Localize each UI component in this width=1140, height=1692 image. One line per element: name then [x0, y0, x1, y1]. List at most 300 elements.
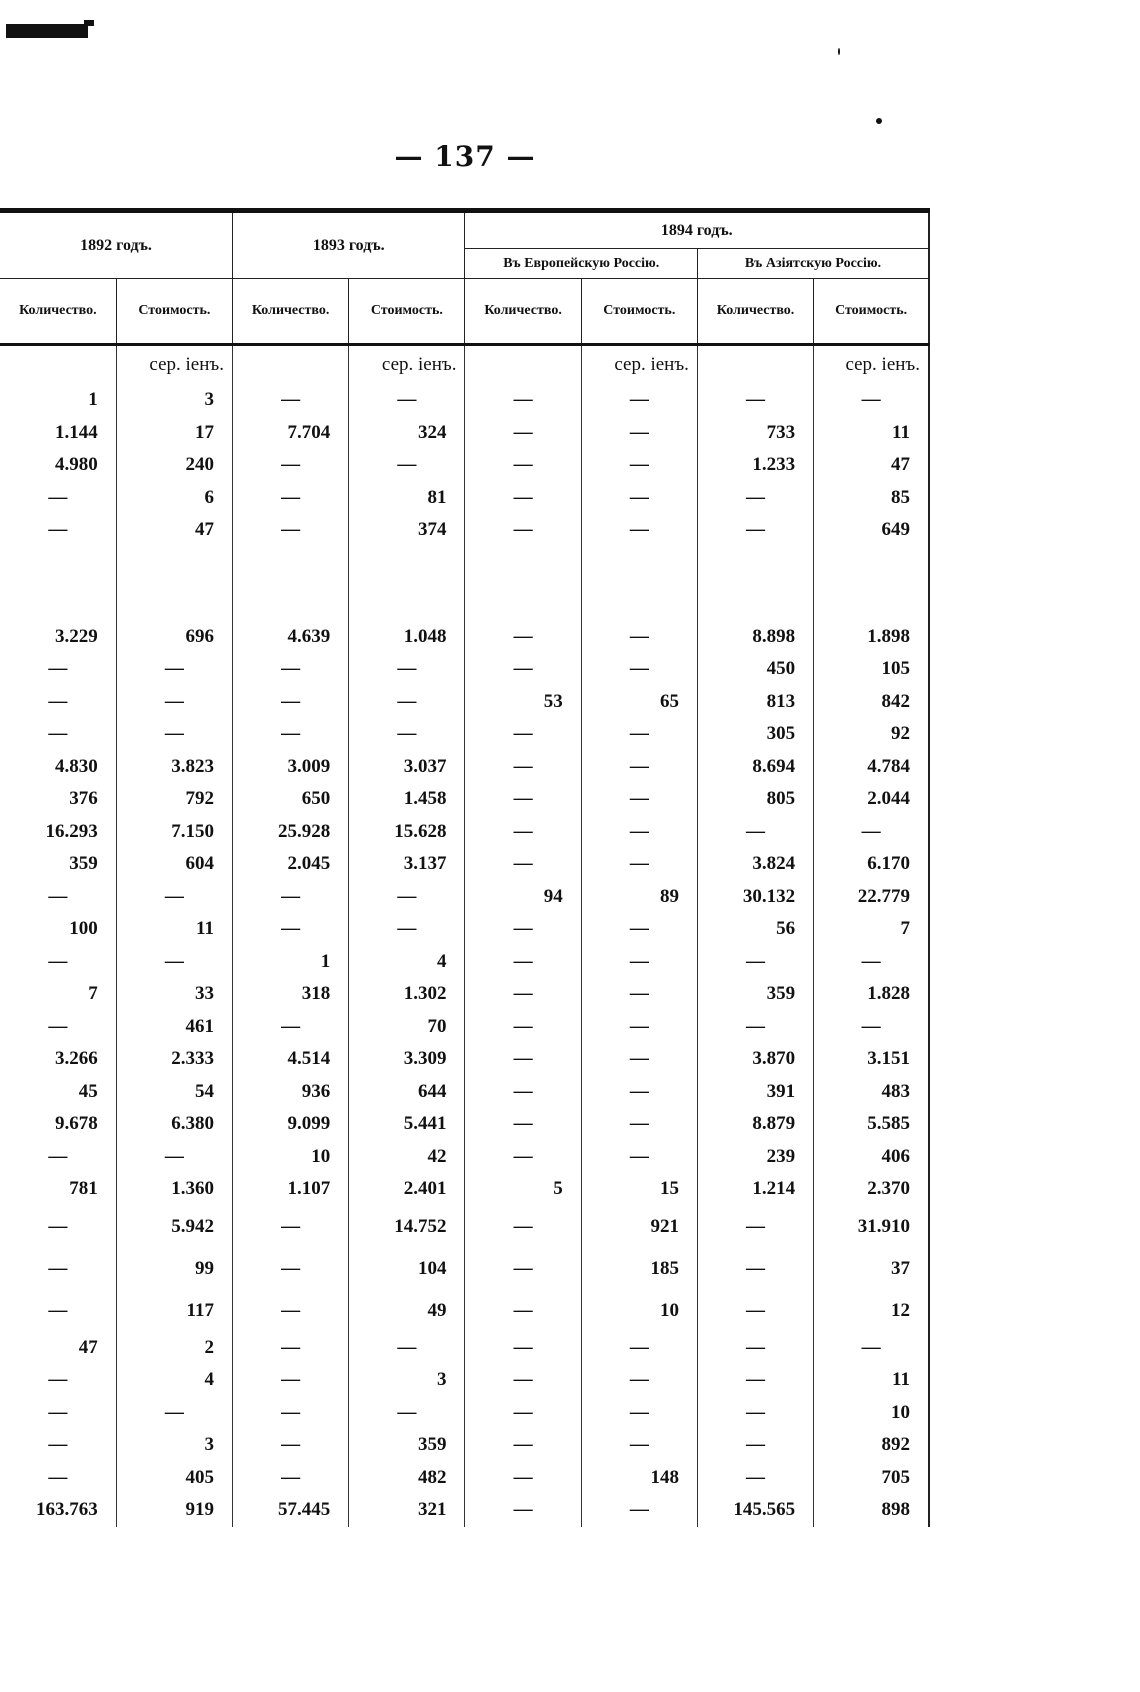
table-cell: —	[232, 1462, 348, 1495]
table-cell: —	[349, 1397, 465, 1430]
table-cell: —	[581, 946, 697, 979]
table-row	[0, 1248, 929, 1290]
table-row	[0, 1141, 929, 1174]
table-row	[0, 514, 929, 547]
table-cell: 936	[232, 1076, 348, 1109]
unit-cell	[0, 345, 116, 385]
table-cell: —	[814, 816, 929, 849]
unit-cell: сер. іенъ.	[581, 345, 697, 385]
table-cell: —	[465, 1332, 581, 1365]
table-cell: —	[465, 1108, 581, 1141]
table-row	[0, 449, 929, 482]
table-row	[0, 913, 929, 946]
table-cell: 898	[814, 1494, 929, 1527]
table-cell: —	[232, 1429, 348, 1462]
table-cell: 391	[697, 1076, 813, 1109]
table-cell: —	[465, 384, 581, 417]
table-cell: 9.099	[232, 1108, 348, 1141]
table-cell: 733	[697, 417, 813, 450]
table-cell: —	[581, 1043, 697, 1076]
table-cell: —	[465, 1011, 581, 1044]
table-cell: 7	[814, 913, 929, 946]
table-cell: —	[232, 653, 348, 686]
table-cell: —	[232, 514, 348, 547]
table-cell: 12	[814, 1290, 929, 1332]
table-cell: 10	[232, 1141, 348, 1174]
table-cell: —	[465, 978, 581, 1011]
table-cell	[581, 547, 697, 621]
table-cell: 10	[814, 1397, 929, 1430]
year-1893-header: 1893 годъ.	[232, 211, 464, 279]
table-cell: 359	[0, 848, 116, 881]
table-cell: —	[697, 1332, 813, 1365]
table-cell: —	[581, 1397, 697, 1430]
table-cell: —	[581, 1141, 697, 1174]
table-cell: 47	[814, 449, 929, 482]
table-row	[0, 783, 929, 816]
table-cell: —	[0, 1206, 116, 1248]
table-cell: —	[581, 1429, 697, 1462]
table-cell: 4.514	[232, 1043, 348, 1076]
table-cell: —	[465, 783, 581, 816]
table-cell: —	[116, 718, 232, 751]
table-cell: 56	[697, 913, 813, 946]
table-cell: 2.370	[814, 1173, 929, 1206]
table-cell: 42	[349, 1141, 465, 1174]
unit-cell: сер. іенъ.	[814, 345, 929, 385]
table-cell: 604	[116, 848, 232, 881]
table-cell: —	[465, 1043, 581, 1076]
table-cell: —	[0, 1248, 116, 1290]
table-cell: —	[581, 816, 697, 849]
table-cell: 99	[116, 1248, 232, 1290]
table-cell: —	[0, 482, 116, 515]
table-cell: —	[349, 718, 465, 751]
table-cell: 16.293	[0, 816, 116, 849]
table-cell: —	[697, 1462, 813, 1495]
table-cell: —	[465, 913, 581, 946]
table-cell: —	[232, 449, 348, 482]
table-cell: —	[465, 449, 581, 482]
table-cell: 921	[581, 1206, 697, 1248]
table-cell: 6.170	[814, 848, 929, 881]
table-cell: 85	[814, 482, 929, 515]
table-cell: 89	[581, 881, 697, 914]
table-cell: —	[465, 1494, 581, 1527]
table-cell: —	[0, 718, 116, 751]
table-cell: —	[116, 1141, 232, 1174]
table-cell	[0, 547, 116, 621]
table-cell: 374	[349, 514, 465, 547]
table-cell: 10	[581, 1290, 697, 1332]
table-cell: —	[232, 718, 348, 751]
unit-cell: сер. іенъ.	[116, 345, 232, 385]
table-cell: 359	[697, 978, 813, 1011]
table-cell: —	[465, 1364, 581, 1397]
table-cell: 14.752	[349, 1206, 465, 1248]
table-body	[0, 345, 929, 1527]
table-cell: —	[0, 1141, 116, 1174]
unit-cell	[232, 345, 348, 385]
table-cell: —	[697, 384, 813, 417]
table-cell: 7.150	[116, 816, 232, 849]
table-cell	[697, 547, 813, 621]
table-cell: —	[0, 1290, 116, 1332]
table-row	[0, 1076, 929, 1109]
table-row	[0, 686, 929, 719]
table-cell: 7	[0, 978, 116, 1011]
table-cell: 117	[116, 1290, 232, 1332]
table-cell: 318	[232, 978, 348, 1011]
table-cell: 92	[814, 718, 929, 751]
table-cell: —	[465, 751, 581, 784]
table-cell: —	[581, 913, 697, 946]
table-row	[0, 482, 929, 515]
table-cell: 2.401	[349, 1173, 465, 1206]
table-row	[0, 881, 929, 914]
table-row	[0, 1108, 929, 1141]
table-cell: 644	[349, 1076, 465, 1109]
table-cell: 813	[697, 686, 813, 719]
table-cell: 5.585	[814, 1108, 929, 1141]
table-cell: 65	[581, 686, 697, 719]
value-header: Стоимость.	[581, 279, 697, 345]
table-cell: —	[0, 1364, 116, 1397]
table-cell: 4.830	[0, 751, 116, 784]
units-row	[0, 345, 929, 385]
table-cell: —	[814, 1011, 929, 1044]
table-row	[0, 1290, 929, 1332]
table-cell: 3	[116, 1429, 232, 1462]
table-cell: 100	[0, 913, 116, 946]
table-cell: 7.704	[232, 417, 348, 450]
table-cell: 406	[814, 1141, 929, 1174]
table-cell: —	[0, 1462, 116, 1495]
table-cell: —	[0, 1397, 116, 1430]
table-cell: —	[581, 751, 697, 784]
year-1894-header: 1894 годъ.	[465, 211, 929, 249]
table-cell: 5.942	[116, 1206, 232, 1248]
table-cell: —	[697, 1429, 813, 1462]
table-cell: 4	[116, 1364, 232, 1397]
table-cell: 805	[697, 783, 813, 816]
table-cell: 324	[349, 417, 465, 450]
table-cell: 3	[349, 1364, 465, 1397]
table-cell: 1.828	[814, 978, 929, 1011]
table-cell: 3	[116, 384, 232, 417]
table-cell: —	[465, 1397, 581, 1430]
table-cell: —	[697, 1011, 813, 1044]
table-cell: 305	[697, 718, 813, 751]
table-cell: —	[581, 384, 697, 417]
table-cell: —	[697, 1290, 813, 1332]
table-cell: 919	[116, 1494, 232, 1527]
table-cell: 11	[814, 417, 929, 450]
table-cell: 1.360	[116, 1173, 232, 1206]
table-cell: —	[232, 881, 348, 914]
quantity-header: Количество.	[232, 279, 348, 345]
table-cell: 163.763	[0, 1494, 116, 1527]
table-cell: 45	[0, 1076, 116, 1109]
table-row	[0, 621, 929, 654]
table-cell: —	[465, 946, 581, 979]
table-cell: —	[116, 946, 232, 979]
table-cell: 105	[814, 653, 929, 686]
table-cell: —	[581, 1076, 697, 1109]
table-cell: —	[697, 514, 813, 547]
table-cell: —	[465, 848, 581, 881]
quantity-header: Количество.	[697, 279, 813, 345]
table-row	[0, 1494, 929, 1527]
table-cell: 3.823	[116, 751, 232, 784]
table-cell: —	[581, 1494, 697, 1527]
table-cell: —	[581, 417, 697, 450]
table-cell: —	[581, 482, 697, 515]
table-row	[0, 848, 929, 881]
table-cell: —	[349, 913, 465, 946]
table-cell: —	[697, 1364, 813, 1397]
table-cell: —	[0, 653, 116, 686]
table-cell: —	[581, 1332, 697, 1365]
table-cell: —	[349, 1332, 465, 1365]
table-cell: 3.229	[0, 621, 116, 654]
table-cell: —	[232, 482, 348, 515]
ink-blot	[6, 24, 88, 38]
table-cell: 11	[116, 913, 232, 946]
table-cell: 2	[116, 1332, 232, 1365]
table-cell: 9.678	[0, 1108, 116, 1141]
table-cell: —	[0, 514, 116, 547]
table-cell: —	[581, 1011, 697, 1044]
table-cell: 1.898	[814, 621, 929, 654]
table-cell: —	[814, 1332, 929, 1365]
table-cell: 2.045	[232, 848, 348, 881]
table-cell: 1.233	[697, 449, 813, 482]
table-cell: —	[232, 1206, 348, 1248]
asiatic-russia-header: Въ Азіятскую Россію.	[697, 249, 929, 279]
table-cell: 148	[581, 1462, 697, 1495]
table-cell: 4.980	[0, 449, 116, 482]
table-cell	[465, 547, 581, 621]
year-1892-header: 1892 годъ.	[0, 211, 232, 279]
table-cell: 1	[0, 384, 116, 417]
table-cell: —	[349, 686, 465, 719]
table-cell: 53	[465, 686, 581, 719]
table-cell: 81	[349, 482, 465, 515]
table-cell: 15.628	[349, 816, 465, 849]
european-russia-header: Въ Европейскую Россію.	[465, 249, 697, 279]
table-cell: —	[465, 816, 581, 849]
table-cell: 33	[116, 978, 232, 1011]
unit-cell: сер. іенъ.	[349, 345, 465, 385]
table-cell: 47	[116, 514, 232, 547]
table-cell: —	[0, 1429, 116, 1462]
table-row	[0, 751, 929, 784]
table-row	[0, 1364, 929, 1397]
table-cell: 30.132	[697, 881, 813, 914]
table-cell: —	[465, 1429, 581, 1462]
table-cell: —	[581, 783, 697, 816]
table-cell: —	[465, 1076, 581, 1109]
table-row	[0, 978, 929, 1011]
table-cell: 54	[116, 1076, 232, 1109]
table-cell: —	[349, 449, 465, 482]
table-row	[0, 946, 929, 979]
table-cell: 8.879	[697, 1108, 813, 1141]
table-cell: 649	[814, 514, 929, 547]
table-cell: —	[0, 946, 116, 979]
table-cell: —	[581, 621, 697, 654]
table-cell: —	[116, 653, 232, 686]
table-cell: 3.824	[697, 848, 813, 881]
table-cell: —	[697, 1206, 813, 1248]
table-row	[0, 1206, 929, 1248]
table-cell: —	[465, 653, 581, 686]
table-row	[0, 1173, 929, 1206]
table-cell: 696	[116, 621, 232, 654]
table-cell: 3.266	[0, 1043, 116, 1076]
table-cell: 1.144	[0, 417, 116, 450]
table-cell: 15	[581, 1173, 697, 1206]
table-cell: 359	[349, 1429, 465, 1462]
table-cell: 4.639	[232, 621, 348, 654]
table-cell: 705	[814, 1462, 929, 1495]
table-cell: —	[232, 1248, 348, 1290]
table-cell: 104	[349, 1248, 465, 1290]
unit-cell	[465, 345, 581, 385]
page-number: — 137 —	[394, 140, 536, 173]
table-cell: —	[581, 718, 697, 751]
table-cell: —	[697, 1248, 813, 1290]
table-cell: —	[0, 686, 116, 719]
table-row	[0, 1043, 929, 1076]
table-cell: —	[232, 1011, 348, 1044]
table-cell: —	[697, 482, 813, 515]
table-cell: 5	[465, 1173, 581, 1206]
table-cell: 22.779	[814, 881, 929, 914]
table-cell: —	[232, 913, 348, 946]
table-cell: 1.458	[349, 783, 465, 816]
quantity-header: Количество.	[465, 279, 581, 345]
table-cell: 185	[581, 1248, 697, 1290]
table-row	[0, 1429, 929, 1462]
unit-cell	[697, 345, 813, 385]
table-cell: 1.048	[349, 621, 465, 654]
table-cell: —	[465, 1462, 581, 1495]
quantity-header: Количество.	[0, 279, 116, 345]
table-row	[0, 1462, 929, 1495]
table-cell: —	[465, 621, 581, 654]
table-cell: —	[697, 1397, 813, 1430]
table-cell: 2.044	[814, 783, 929, 816]
table-cell	[232, 547, 348, 621]
table-cell: —	[465, 718, 581, 751]
table-cell: 321	[349, 1494, 465, 1527]
table-cell: —	[232, 384, 348, 417]
table-cell: —	[232, 1332, 348, 1365]
table-cell: 3.151	[814, 1043, 929, 1076]
table-row	[0, 417, 929, 450]
table-cell: —	[697, 946, 813, 979]
value-header: Стоимость.	[116, 279, 232, 345]
table-cell: 2.333	[116, 1043, 232, 1076]
table-cell: 25.928	[232, 816, 348, 849]
table-cell: 781	[0, 1173, 116, 1206]
table-cell: 842	[814, 686, 929, 719]
table-cell: 892	[814, 1429, 929, 1462]
statistics-table-wrapper	[0, 208, 930, 1527]
table-cell: —	[581, 848, 697, 881]
table-cell: —	[465, 514, 581, 547]
table-cell: —	[232, 1290, 348, 1332]
table-cell: 8.694	[697, 751, 813, 784]
table-cell: —	[581, 653, 697, 686]
table-row	[0, 816, 929, 849]
table-cell: 240	[116, 449, 232, 482]
table-cell: —	[349, 653, 465, 686]
table-cell: 3.309	[349, 1043, 465, 1076]
table-cell: —	[116, 881, 232, 914]
table-cell: 17	[116, 417, 232, 450]
table-cell: 70	[349, 1011, 465, 1044]
value-header: Стоимость.	[814, 279, 929, 345]
table-cell: 3.870	[697, 1043, 813, 1076]
table-cell: 650	[232, 783, 348, 816]
table-cell: —	[581, 1108, 697, 1141]
table-cell: 3.037	[349, 751, 465, 784]
table-cell: 49	[349, 1290, 465, 1332]
table-cell: 11	[814, 1364, 929, 1397]
table-cell: 31.910	[814, 1206, 929, 1248]
table-cell: 1.107	[232, 1173, 348, 1206]
table-cell: —	[697, 816, 813, 849]
table-cell: 483	[814, 1076, 929, 1109]
table-cell: 792	[116, 783, 232, 816]
table-cell: 145.565	[697, 1494, 813, 1527]
table-cell: 47	[0, 1332, 116, 1365]
table-cell: —	[465, 482, 581, 515]
table-row	[0, 718, 929, 751]
table-cell: 6	[116, 482, 232, 515]
table-cell: —	[349, 881, 465, 914]
table-cell	[814, 547, 929, 621]
table-cell: —	[349, 384, 465, 417]
table-cell: 57.445	[232, 1494, 348, 1527]
table-cell: —	[232, 686, 348, 719]
table-row	[0, 1011, 929, 1044]
table-cell: 6.380	[116, 1108, 232, 1141]
table-row	[0, 653, 929, 686]
table-cell	[116, 547, 232, 621]
table-cell	[349, 547, 465, 621]
table-cell: —	[465, 417, 581, 450]
table-cell: 4	[349, 946, 465, 979]
table-cell: 1	[232, 946, 348, 979]
table-cell: 239	[697, 1141, 813, 1174]
table-cell: 482	[349, 1462, 465, 1495]
table-cell: —	[0, 881, 116, 914]
table-cell: —	[581, 449, 697, 482]
table-cell: —	[581, 1364, 697, 1397]
table-cell: 1.302	[349, 978, 465, 1011]
table-cell: —	[465, 1141, 581, 1174]
table-cell: —	[232, 1364, 348, 1397]
table-cell: —	[0, 1011, 116, 1044]
value-header: Стоимость.	[349, 279, 465, 345]
table-cell: 450	[697, 653, 813, 686]
table-cell: 94	[465, 881, 581, 914]
table-cell: 3.009	[232, 751, 348, 784]
